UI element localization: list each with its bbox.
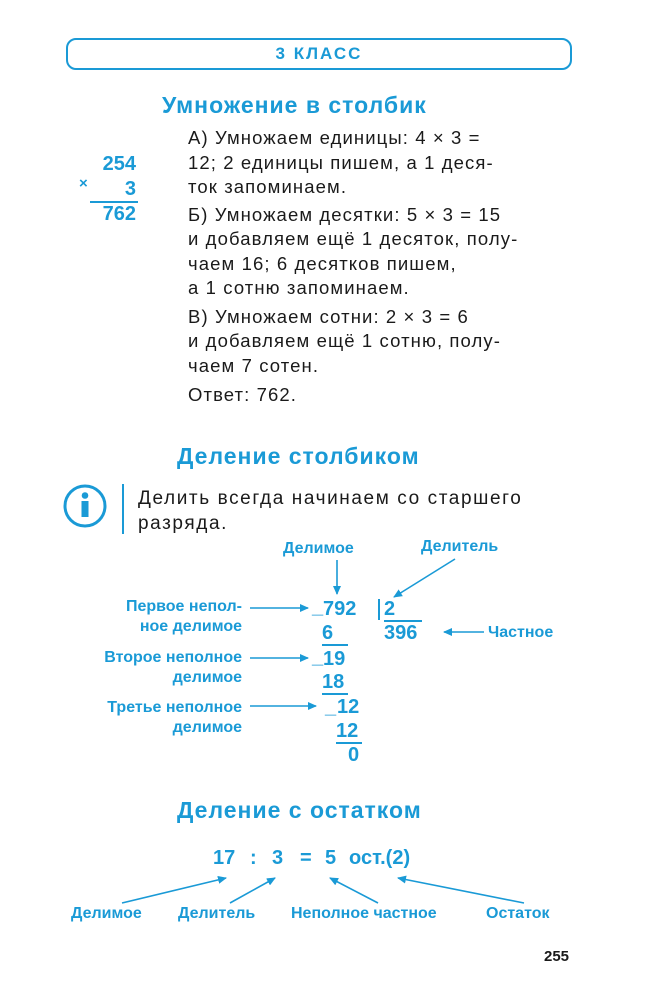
- arrow-rem-remainder: [398, 878, 524, 903]
- label-line: ное делимое: [139, 618, 242, 635]
- subtrahend-2: 18: [322, 671, 348, 695]
- remainder-division-title: Деление с остатком: [177, 797, 422, 823]
- label-rem-quotient: Неполное частное: [291, 905, 437, 922]
- info-line: разряда.: [138, 513, 229, 534]
- text-line: и добавляем ещё 1 десяток, полу-: [188, 228, 519, 249]
- factor-2: 3: [124, 178, 136, 200]
- arrow-rem-dividend: [122, 878, 226, 903]
- grade-label: 3 КЛАСС: [275, 44, 363, 63]
- text-line: А) Умножаем единицы: 4 × 3 =: [188, 127, 481, 148]
- partial-dividend-3: 12: [337, 696, 360, 718]
- text-line: чаем 7 сотен.: [188, 354, 320, 376]
- page-number: 255: [544, 948, 570, 965]
- final-remainder: 0: [348, 744, 360, 766]
- text-line: а 1 сотню запоминаем.: [188, 277, 410, 298]
- partial-dividend-2: 19: [323, 648, 346, 670]
- text-line: чаем 16; 6 десятков пишем,: [188, 252, 457, 274]
- multiplication-title: Умножение в столбик: [162, 92, 427, 118]
- minus-sign: _: [312, 646, 324, 668]
- subtrahend-3: 12: [336, 720, 362, 744]
- subtrahend-1: 6: [322, 622, 348, 646]
- dividend-number: 792: [323, 598, 357, 620]
- text-line: и добавляем ещё 1 сотню, полу-: [188, 330, 502, 351]
- info-line: Делить всегда начинаем со старшего: [138, 488, 523, 509]
- text-line: В) Умножаем сотни: 2 × 3 = 6: [188, 305, 469, 327]
- product: 762: [102, 203, 136, 225]
- minus-sign: _: [325, 696, 337, 718]
- times-sign: ×: [79, 175, 88, 192]
- label-dividend: Делимое: [283, 540, 354, 557]
- factor-1: 254: [102, 153, 136, 175]
- minus-sign: _: [312, 596, 324, 618]
- label-rem-dividend: Делимое: [71, 905, 142, 922]
- expr-remainder: ост.(2): [349, 847, 411, 869]
- text-line: ток запоминаем.: [188, 176, 348, 197]
- label-rem-remainder: Остаток: [486, 905, 550, 922]
- label-rem-divisor: Делитель: [178, 905, 256, 922]
- arrow-rem-quotient: [330, 878, 378, 903]
- expr-dividend: 17: [213, 847, 236, 869]
- expr-divisor: 3: [272, 847, 284, 869]
- expr-quotient: 5: [325, 847, 337, 869]
- label-quotient: Частное: [488, 624, 554, 641]
- label-line: Третье неполное: [107, 699, 242, 716]
- label-divisor: Делитель: [421, 538, 499, 555]
- label-line: делимое: [172, 719, 242, 736]
- column-division-title: Деление столбиком: [177, 443, 420, 469]
- label-line: делимое: [172, 669, 242, 686]
- answer-line: Ответ: 762.: [188, 384, 298, 405]
- text-line: 12; 2 единицы пишем, а 1 деся-: [188, 151, 494, 173]
- expr-colon: :: [250, 847, 257, 869]
- text-line: Б) Умножаем десятки: 5 × 3 = 15: [188, 203, 502, 225]
- quotient-number: 396: [384, 622, 418, 644]
- label-line: Второе неполное: [104, 649, 242, 666]
- label-line: Первое непол-: [125, 598, 242, 615]
- expr-equals: =: [300, 847, 312, 869]
- arrow-rem-divisor: [230, 878, 275, 903]
- divisor-number: 2: [384, 598, 422, 622]
